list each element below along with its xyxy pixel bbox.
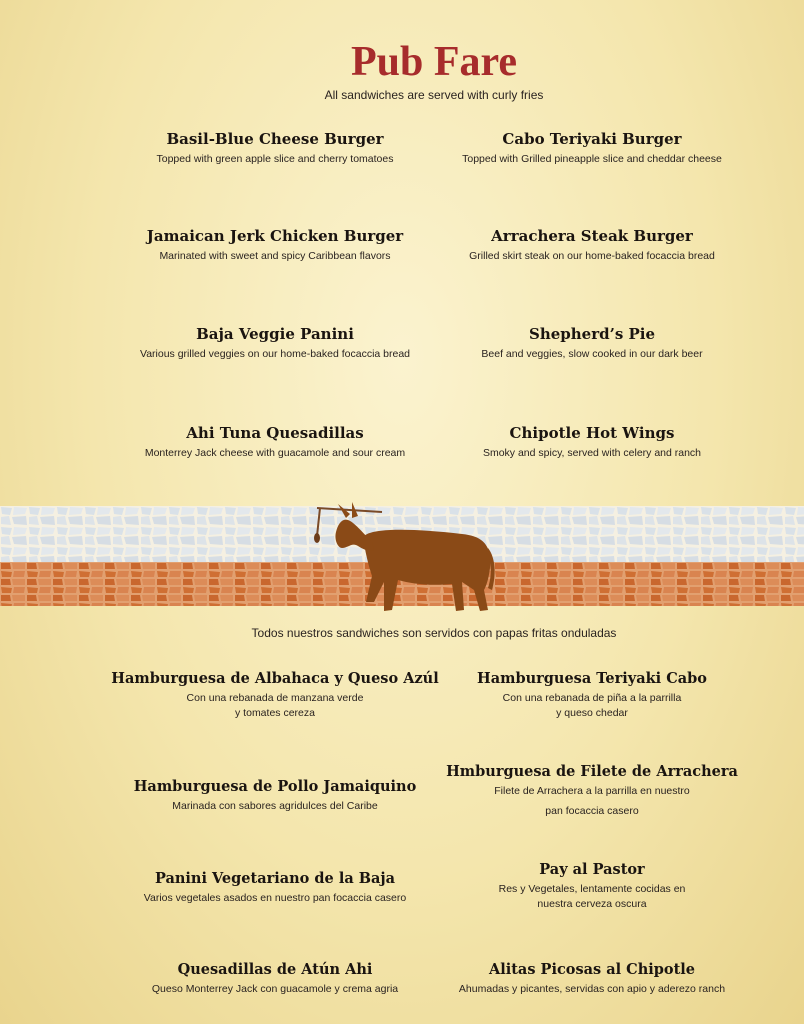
item-name: Shepherd’s Pie bbox=[528, 325, 656, 343]
item-description: Monterrey Jack cheese with guacamole and sour cream bbox=[144, 447, 406, 459]
item-description: Marinada con sabores agridulces del Caribe bbox=[172, 800, 378, 812]
item-description: Topped with green apple slice and cherry tomatoes bbox=[156, 153, 394, 165]
item-name: Hamburguesa de Albahaca y Queso Azúl bbox=[111, 670, 439, 687]
item-description: Res y Vegetales, lentamente cocidas en bbox=[498, 883, 686, 895]
item-description: Smoky and spicy, served with celery and ranch bbox=[482, 447, 702, 459]
spanish-subtitle: Todos nuestros sandwiches son servidos con papas fritas onduladas bbox=[251, 626, 617, 640]
menu-item bbox=[380, 227, 804, 264]
item-name: Hamburguesa Teriyaki Cabo bbox=[477, 670, 707, 687]
item-description: y tomates cereza bbox=[235, 707, 315, 719]
item-name: Ahi Tuna Quesadillas bbox=[186, 424, 364, 442]
item-description: Grilled skirt steak on our home-baked focaccia bread bbox=[469, 250, 715, 262]
item-name: Quesadillas de Atún Ahi bbox=[177, 961, 373, 978]
item-description: Marinated with sweet and spicy Caribbean flavors bbox=[159, 250, 391, 262]
item-name: Chipotle Hot Wings bbox=[509, 424, 675, 442]
item-description: y queso chedar bbox=[556, 707, 628, 719]
menu-item bbox=[380, 961, 804, 997]
item-name: Baja Veggie Panini bbox=[196, 325, 354, 343]
item-description: Ahumadas y picantes, servidas con apio y aderezo ranch bbox=[458, 983, 726, 995]
item-name: Cabo Teriyaki Burger bbox=[502, 130, 682, 148]
item-description: Varios vegetales asados en nuestro pan focaccia casero bbox=[143, 892, 407, 904]
menu-item bbox=[380, 130, 804, 167]
item-description: Con una rebanada de manzana verde bbox=[186, 692, 364, 704]
item-description: Topped with Grilled pineapple slice and cheddar cheese bbox=[462, 153, 722, 165]
item-description: Various grilled veggies on our home-baked focaccia bread bbox=[139, 348, 411, 360]
item-name: Alitas Picosas al Chipotle bbox=[488, 961, 696, 978]
item-description: Con una rebanada de piña a la parrilla bbox=[502, 692, 682, 704]
item-name: Pay al Pastor bbox=[539, 861, 645, 878]
item-name: Basil-Blue Cheese Burger bbox=[166, 130, 384, 148]
donkey-illustration bbox=[312, 498, 498, 616]
item-description: Filete de Arrachera a la parrilla en nuestro bbox=[494, 785, 690, 797]
menu-item bbox=[380, 325, 804, 362]
english-subtitle: All sandwiches are served with curly fries bbox=[324, 88, 544, 102]
item-name: Arrachera Steak Burger bbox=[491, 227, 693, 245]
item-name: Panini Vegetariano de la Baja bbox=[154, 870, 396, 887]
item-name: Hmburguesa de Filete de Arrachera bbox=[446, 763, 738, 780]
item-name: Jamaican Jerk Chicken Burger bbox=[146, 227, 404, 245]
item-description: pan focaccia casero bbox=[545, 805, 639, 817]
menu-item bbox=[380, 861, 804, 912]
item-name: Hamburguesa de Pollo Jamaiquino bbox=[133, 778, 417, 795]
menu-item bbox=[380, 670, 804, 721]
page-title: Pub Fare bbox=[350, 39, 518, 85]
menu-item bbox=[380, 763, 804, 819]
item-description: Beef and veggies, slow cooked in our dark beer bbox=[481, 348, 703, 360]
item-description: nuestra cerveza oscura bbox=[537, 898, 647, 910]
menu-item bbox=[380, 424, 804, 461]
item-description: Queso Monterrey Jack con guacamole y crema agria bbox=[151, 983, 399, 995]
